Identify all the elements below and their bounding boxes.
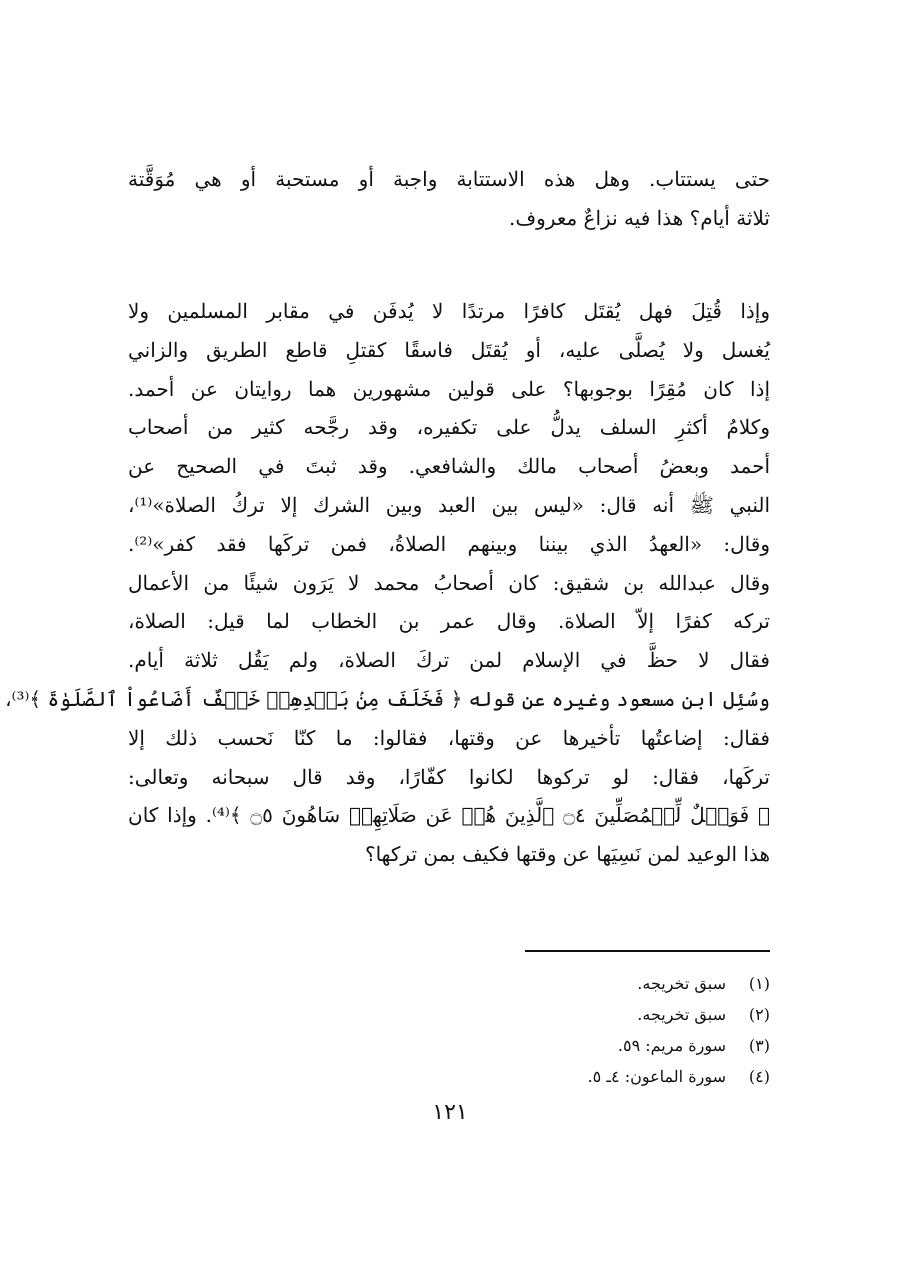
footnote-text: سبق تخريجه. bbox=[637, 974, 726, 993]
paragraph-line: وقال: «العهدُ الذي بيننا وبينهم الصلاةُ، فمن تركَها فقد كفر»⁽²⁾. bbox=[128, 531, 770, 556]
footnote-text: سبق تخريجه. bbox=[637, 1005, 726, 1024]
footnotes bbox=[400, 968, 770, 1092]
footnote-number: (٣) bbox=[748, 1036, 770, 1055]
footnote-text: سورة الماعون: ٤ـ ٥. bbox=[587, 1067, 726, 1086]
paragraph-line: ﴿ فَوَيۡلٌ لِّلۡمُصَلِّينَ ۝٤ ٱلَّذِينَ هُمۡ عَن صَلَاتِهِمۡ سَاهُونَ ۝٥ ﴾⁽⁴⁾. وإذا كان bbox=[128, 803, 770, 828]
paragraph-line: وكلامُ أكثرِ السلف يدلُّ على تكفيره، وقد رجَّحه كثير من أصحاب bbox=[128, 415, 770, 440]
footnote bbox=[400, 968, 770, 999]
page-number: ١٢١ bbox=[432, 1100, 468, 1125]
footnote-number: (٢) bbox=[748, 1005, 770, 1024]
paragraph-line: ثلاثة أيام؟ هذا فيه نزاعٌ معروف. bbox=[509, 205, 770, 230]
paragraph-line: وإذا قُتِلَ فهل يُقتَل كافرًا مرتدًا لا يُدفَن في مقابر المسلمين ولا bbox=[128, 299, 770, 323]
paragraph-line: إذا كان مُقِرًا بوجوبها؟ على قولين مشهورين هما روايتان عن أحمد. bbox=[128, 376, 770, 401]
paragraph-2 bbox=[5, 292, 770, 874]
footnote-number: (١) bbox=[748, 974, 770, 993]
paragraph-line: وقال عبدالله بن شقيق: كان أصحابُ محمد لا يَرَون شيئًا من الأعمال bbox=[128, 570, 770, 595]
footnote-separator bbox=[525, 950, 770, 952]
paragraph-1 bbox=[128, 160, 770, 238]
paragraph-line: النبي ﷺ أنه قال: «ليس بين العبد وبين الشرك إلا تركُ الصلاة»⁽¹⁾، bbox=[128, 492, 770, 517]
paragraph-line: هذا الوعيد لمن نَسِيَها عن وقتها فكيف بمن تركها؟ bbox=[364, 842, 770, 867]
footnote bbox=[400, 1061, 770, 1092]
paragraph-line: أحمد وبعضُ أصحاب مالك والشافعي. وقد ثبتَ في الصحيح عن bbox=[128, 454, 770, 479]
paragraph-line: وسُئِل ابن مسعود وغيره عن قوله ﴿ فَخَلَفَ مِنۢ بَعۡدِهِمۡ خَلۡفٌ أَضَاعُواْ ٱلصَّلَوٰةَ ﴾⁽³⁾، bbox=[5, 686, 770, 711]
paragraph-line: تركه كفرًا إلاّ الصلاة. وقال عمر بن الخطاب لما قيل: الصلاة، bbox=[128, 609, 770, 634]
paragraph-line: تركَها، فقال: لو تركوها لكانوا كفّارًا، وقد قال سبحانه وتعالى: bbox=[128, 764, 770, 789]
paragraph-line: حتى يستتاب. وهل هذه الاستتابة واجبة أو مستحبة أو هي مُوَقَّتة bbox=[128, 167, 770, 191]
footnote-number: (٤) bbox=[748, 1067, 770, 1086]
footnote-text: سورة مريم: ٥٩. bbox=[617, 1036, 726, 1055]
paragraph-line: فقال لا حظَّ في الإسلام لمن تركَ الصلاة، ولم يَقُل ثلاثة أيام. bbox=[128, 648, 770, 673]
footnote bbox=[400, 999, 770, 1030]
paragraph-line: فقال: إضاعتُها تأخيرها عن وقتها، فقالوا: ما كنّا نَحسب ذلك إلا bbox=[128, 725, 770, 750]
footnote bbox=[400, 1030, 770, 1061]
paragraph-line: يُغسل ولا يُصلَّى عليه، أو يُقتَل فاسقًا كقتلِ قاطع الطريق والزاني bbox=[128, 337, 770, 362]
